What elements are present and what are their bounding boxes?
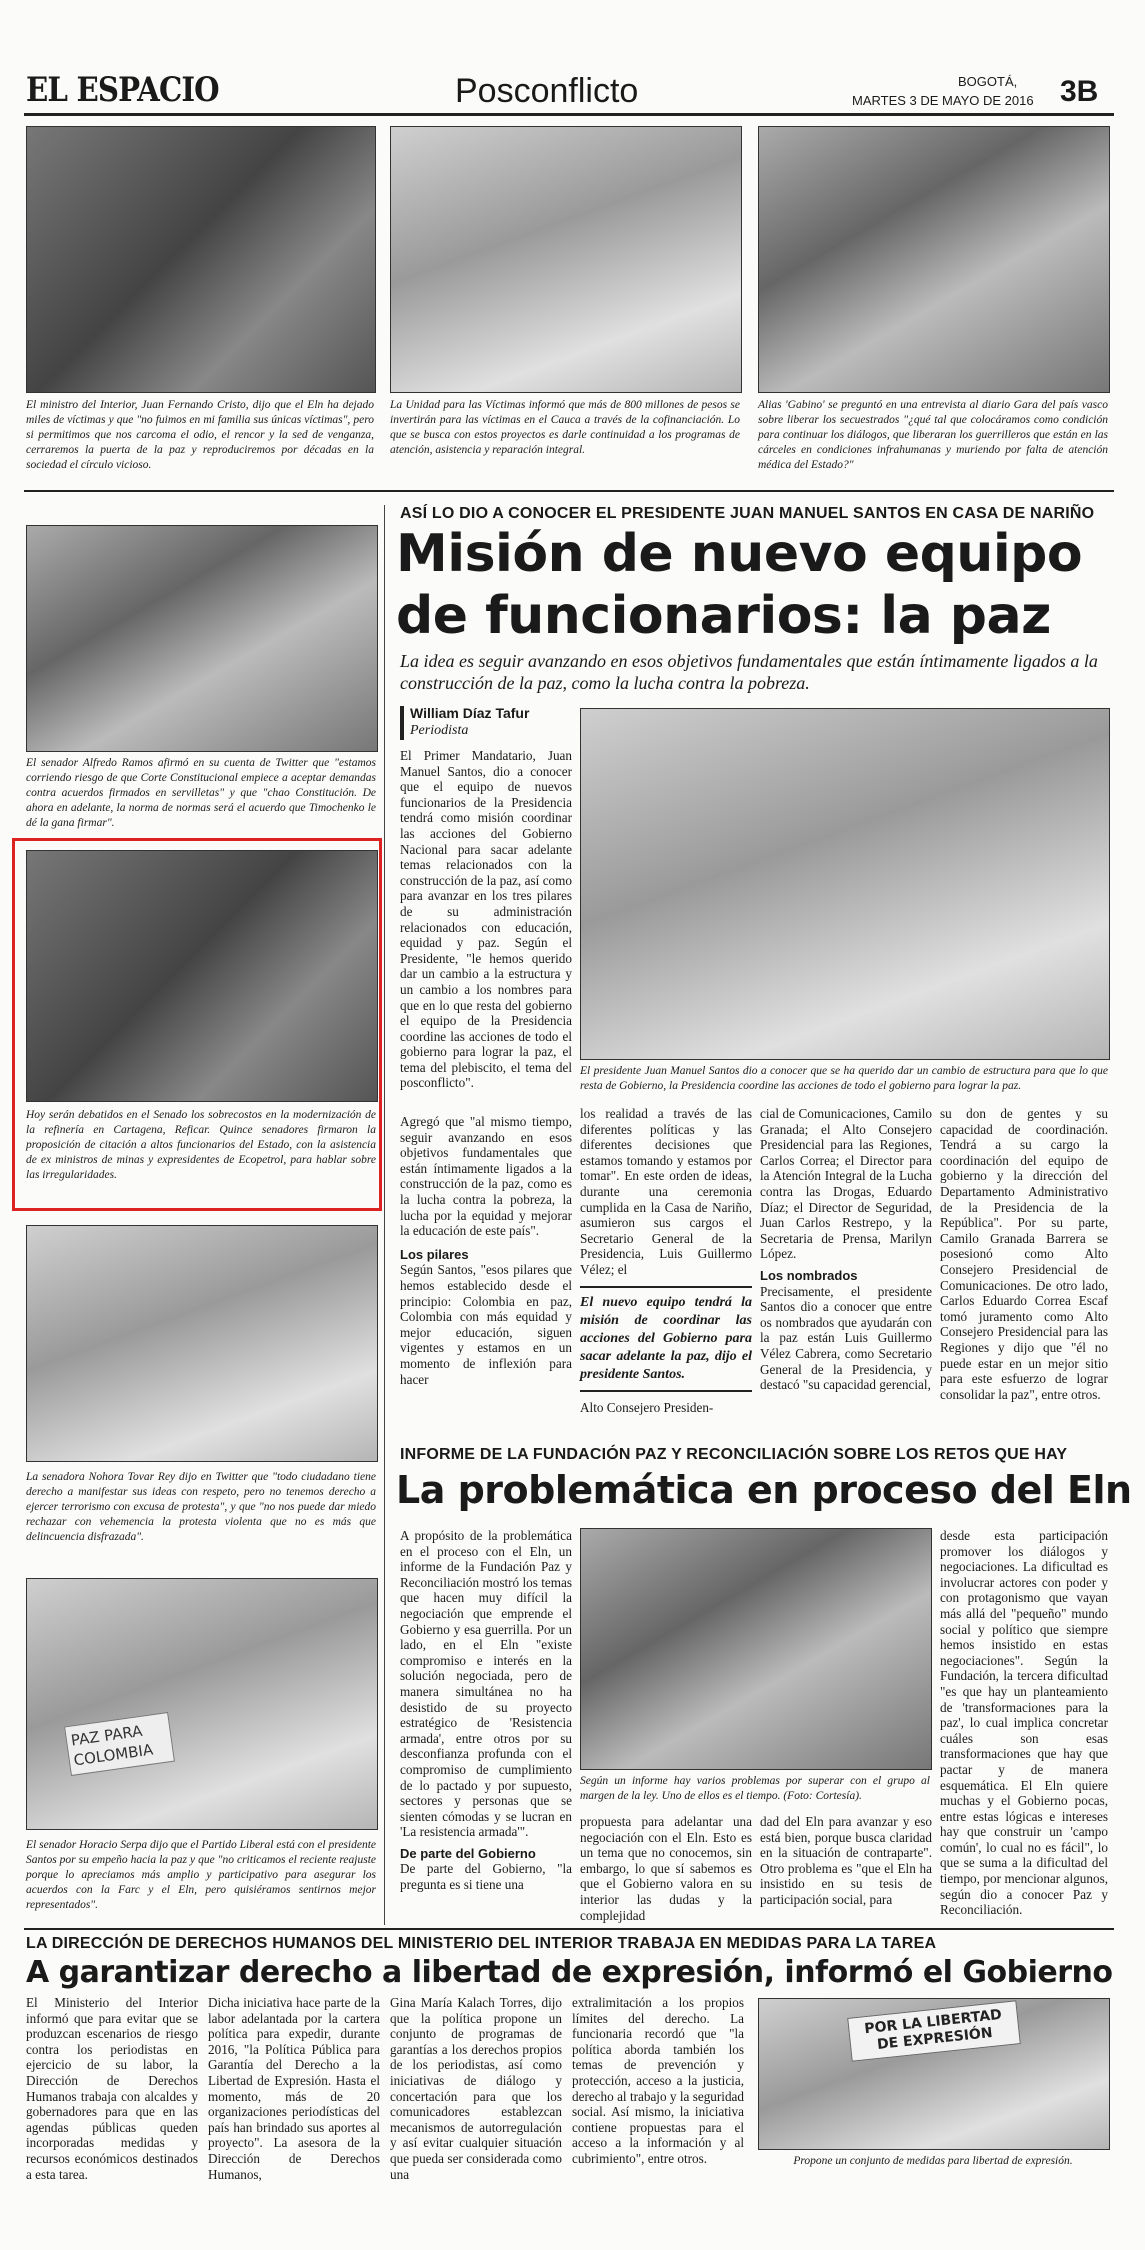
story1-col5: su don de gentes y su capacidad de coordinación. Tendrá a su cargo la coordinación del equipo de gobierno y la dirección del Departamento Administrativo de la Presidencia de la República". Por su parte, Camilo Granada Barrera se posesionó como Alto Consejero Presidencial de Comunicaciones. De otro lado, Carlos Eduardo Correa Escaf tomó juramento como Alto Consejero Presidencial para las Regiones y dijo que "él no puede estar en un mejor sitio para este esfuerzo de lograr consolidar la paz", entre otros. xyxy=(940,1106,1108,1402)
page-number: 3B xyxy=(1060,75,1099,108)
story1-sub-nombrados: Los nombrados xyxy=(760,1267,858,1283)
story2-col1b-text: De parte del Gobierno, "la pregunta es si tiene una xyxy=(400,1861,572,1893)
story1-byline-name: William Díaz Tafur xyxy=(410,705,530,721)
story1-byline-role: Periodista xyxy=(410,723,469,738)
photo-meeting-table xyxy=(390,126,742,393)
story1-col2a-text: Agregó que "al mismo tiempo, seguir avanzando en esos objetivos fundamentales que están íntimamente ligados a la construcción de la paz, como es la lucha contra la pobreza, la lucha por la equidad y mejorar la educación de este país". xyxy=(400,1114,572,1239)
story1-sub-pilares: Los pilares xyxy=(400,1246,469,1262)
story1-col3b-text: Alto Consejero Presiden- xyxy=(580,1399,714,1415)
story1-col3 xyxy=(580,1106,752,1415)
masthead-brand: EL ESPACIO xyxy=(26,70,219,110)
sidebar-caption-2: Hoy serán debatidos en el Senado los sobrecostos en la modernización de la refinería en Cartagena, Reficar. Quince senadores firmaron la proposición de citación a altos funcionarios del Estado, con la asistencia de ex ministros de minas y expresidentes de Ecopetrol, para hablar sobre las irregularidades. xyxy=(26,1109,376,1181)
photo-nohora-tovar xyxy=(26,1225,378,1462)
story2-col4: desde esta participación promover los diálogos y negociaciones. La dificultad es involucrar actores con poder y con protagonismo que vayan más allá del "pequeño" mundo social y político que siempre hemos insistido en estas negociaciones". Según la Fundación, la tercera dificultad "es que hay un planteamiento de 'transformaciones para la paz', lo cual implica concretar cuáles son esas transformaciones que hay que pactar y de manera esquemática. El Eln quiere muchas y el Gobierno pocas, entre estas lógicas e intereses hay que construir un 'campo común', lo cual no es fácil", lo que se suma a la dificultad del tiempo, por mencionar algunos, según dio a conocer Paz y Reconciliación. xyxy=(940,1528,1108,1918)
photo-hooded-guerrillas xyxy=(26,126,376,393)
story2-headline: La problemática en proceso del Eln xyxy=(396,1468,1132,1512)
sidebar-divider xyxy=(384,505,385,1925)
sign-paz-para-colombia: PAZ PARA COLOMBIA xyxy=(64,1712,175,1776)
section-title: Posconflicto xyxy=(455,72,639,110)
masthead-city: BOGOTÁ, xyxy=(958,74,1018,89)
story1-headline-line2: de funcionarios: la paz xyxy=(396,586,1051,646)
top-caption-2: La Unidad para las Víctimas informó que más de 800 millones de pesos se invertirán para las víctimas en el Cauca a través de la cofinanciación. Lo que se busca con estos proyectos es darle continuidad a los programas de atención, asistencia y reparación integral. xyxy=(390,399,740,456)
story3-photo-caption: Propone un conjunto de medidas para libertad de expresión. xyxy=(793,2155,1073,2167)
story1-col2a xyxy=(400,1114,572,1387)
photo-alias-gabino xyxy=(758,126,1110,393)
story2-col2: propuesta para adelantar una negociación con el Eln. Esto es un tema que no conocemos, sin embargo, lo que sí sabemos es que el Gobierno valora en su interior las dudas y la complejidad xyxy=(580,1814,752,1923)
story1-col4b-text: Precisamente, el presidente Santos dio a conocer que entre os nombrados que ayudarán con la paz están Luis Guillermo Vélez Cabrera, como Secretario General de la Presidencia, y destacó "su capacidad gerencial, xyxy=(760,1283,932,1393)
story1-kicker: ASÍ LO DIO A CONOCER EL PRESIDENTE JUAN MANUEL SANTOS EN CASA DE NARIÑO xyxy=(400,505,1095,522)
story1-col4a-text: cial de Comunicaciones, Camilo Granada; el Alto Consejero Presidencial para las Regiones, Carlos Correa; el Director para la Atención Integral de la Lucha contra las Drogas, Eduardo Díaz; el Director de Seguridad, Juan Carlos Restrepo, y la Secretaria de Prensa, Marilyn López. xyxy=(760,1106,932,1262)
story3-col2: Dicha iniciativa hace parte de la labor adelantada por la cartera política para expedir, durante 2016, "la Política Pública para Garantía del Derecho a la Libertad de Expresión. Hasta el momento, más de 20 organizaciones periodísticas del país han brindado sus aportes al proyecto". La asesora de la Dirección de Derechos Humanos, xyxy=(208,1995,380,2182)
top-caption-1: El ministro del Interior, Juan Fernando Cristo, dijo que el Eln ha dejado miles de víctimas y que "no fuimos en mi familia sus únicas víctimas", pero si permitimos que nos carcoma el odio, el rencor y la sed de venganza, cerraremos la puerta de la paz y reproduciremos por décadas en la sociedad el círculo vicioso. xyxy=(26,399,374,471)
story3-col3: Gina María Kalach Torres, dijo que la política propone un conjunto de programas de garantías a los derechos propios de los periodistas, así como iniciativas de diálogo y concertación para que los comunicadores establezcan mecanismos de autorregulación y así evitar cualquier situación que pueda ser considerada como una xyxy=(390,1995,562,2182)
photo-alfredo-ramos xyxy=(26,525,378,752)
photo-senate-chamber xyxy=(26,850,378,1102)
masthead-date: MARTES 3 DE MAYO DE 2016 xyxy=(852,93,1034,108)
photo-press-freedom-protest xyxy=(758,1998,1110,2150)
sign-libertad-expresion: POR LA LIBERTAD DE EXPRESIÓN xyxy=(847,2000,1021,2062)
sidebar-caption-3: La senadora Nohora Tovar Rey dijo en Twitter que "todo ciudadano tiene derecho a manifestar sus ideas con respeto, pero no tenemos derecho a ejercer terrorismo con excusa de protesta", y que "no nos puede dar miedo rechazar con vehemencia la protesta violenta que no es más que delincuencia disfrazada". xyxy=(26,1471,376,1543)
story2-kicker: INFORME DE LA FUNDACIÓN PAZ Y RECONCILIACIÓN SOBRE LOS RETOS QUE HAY xyxy=(400,1446,1068,1463)
top-section-rule xyxy=(24,490,1114,492)
bottom-section-rule xyxy=(24,1928,1114,1930)
story3-col4: extralimitación a los propios límites del derecho. La funcionaria recordó que "la política aborda también los temas de prevención y protección, acceso a la justicia, derecho al trabajo y la seguridad social. Así mismo, la iniciativa contiene propuestas para el acceso a la información y al cubrimiento", entre otros. xyxy=(572,1995,744,2166)
byline-bar xyxy=(400,706,404,740)
story3-col1: El Ministerio del Interior informó que para evitar que se produzcan escenarios de riesgo contra los periodistas en ejercicio de su labor, la Dirección de Derechos Humanos trabaja con alcaldes y gobernadores para que en las agendas públicas queden incorporadas medidas y recursos económicos destinados a esta tarea. xyxy=(26,1995,198,2182)
story1-col2b-text: Según Santos, "esos pilares que hemos establecido desde el principio: Colombia en paz, Colombia con más equidad y mejor educación, siguen vigentes y estamos en un momento de inflexión para hacer xyxy=(400,1262,572,1387)
story1-col4 xyxy=(760,1106,932,1393)
top-caption-3: Alias 'Gabino' se preguntó en una entrevista al diario Gara del país vasco sobre liberar los secuestrados "¿qué tal que colocáramos como condición para continuar los diálogos, que liberaran los guerrilleros que están en las cárceles en condiciones infrahumanas y muriendo por falta de atención médica del Estado?" xyxy=(758,399,1108,471)
photo-eln-fighters xyxy=(580,1528,932,1770)
story1-deck: La idea es seguir avanzando en esos objetivos fundamentales que están íntimamente ligados a la construcción de la paz, como la lucha contra la pobreza. xyxy=(400,651,1098,693)
story2-photo-caption: Según un informe hay varios problemas por superar con el grupo al margen de la ley. Uno de ellos es el tiempo. (Foto: Cortesía). xyxy=(580,1775,930,1802)
sidebar-caption-1: El senador Alfredo Ramos afirmó en su cuenta de Twitter que "estamos corriendo riesgo de que Corte Constitucional empiece a aceptar demandas contra acuerdos firmados en servilletas" y que "chao Constitución. De ahora en adelante, la norma de normas será el acuerdo que Timochenko le dé la gana firmar". xyxy=(26,757,376,829)
story3-kicker: LA DIRECCIÓN DE DERECHOS HUMANOS DEL MINISTERIO DEL INTERIOR TRABAJA EN MEDIDAS PARA LA TAREA xyxy=(26,1935,937,1952)
photo-santos-new-team xyxy=(580,708,1110,1060)
story3-headline: A garantizar derecho a libertad de expresión, informó el Gobierno xyxy=(26,1955,1113,1990)
masthead-rule xyxy=(24,113,1114,116)
story1-headline-line1: Misión de nuevo equipo xyxy=(396,524,1083,584)
story2-sub-gobierno: De parte del Gobierno xyxy=(400,1845,536,1861)
story1-col1: El Primer Mandatario, Juan Manuel Santos, dio a conocer que el equipo de nuevos funcionarios de la Presidencia tendrá como misión coordinar las acciones del Gobierno Nacional para sacar adelante temas relacionados con la construcción de la paz, así como para avanzar en los tres pilares de su administración relacionados con educación, equidad y paz. Según el Presidente, "le hemos querido dar un cambio a la estructura y un cambio a los nombres para que en lo que resta del gobierno el equipo de la Presidencia coordine las acciones de todo el gobierno para lograr la paz, el tema del plebiscito, el tema del posconflicto". xyxy=(400,748,572,1091)
story1-pull-quote: El nuevo equipo tendrá la misión de coordinar las acciones del Gobierno para sacar adelante la paz, dijo el presidente Santos. xyxy=(580,1286,752,1392)
story2-col3: dad del Eln para avanzar y eso está bien, porque busca claridad en la situación de contraparte". Otro problema es "que el Eln ha insistido en su tesis de participación social, para xyxy=(760,1814,932,1907)
story1-col3a-text: los realidad a través de las diferentes políticas y las diferentes decisiones que estamos tomando y estamos por tomar". En este orden de ideas, durante una ceremonia cumplida en la Casa de Nariño, asumieron sus cargos el Secretario General de la Presidencia, Luis Guillermo Vélez; el xyxy=(580,1106,752,1277)
photo-peace-march xyxy=(26,1578,378,1830)
story1-photo-caption: El presidente Juan Manuel Santos dio a conocer que se ha querido dar un cambio de estructura para que lo que resta de Gobierno, la Presidencia coordine las acciones de todo el gobierno para lograr la paz. xyxy=(580,1065,1108,1092)
sidebar-caption-4: El senador Horacio Serpa dijo que el Partido Liberal está con el presidente Santos por su empeño hacia la paz y que "no criticamos el reciente reajuste porque lo apreciamos más amplio y participativo para asegurar los acuerdos con la Farc y el Eln, pero quisiéramos sentirnos mejor representados". xyxy=(26,1839,376,1911)
story2-col1-text: A propósito de la problemática en el proceso con el Eln, un informe de la Fundación Paz y Reconciliación mostró los temas que hacen muy difícil la negociación que emprende el Gobierno y esa guerrilla. Por un lado, en el Eln "existe compromiso e interés en la solución negociada, pero de manera simultánea no ha desistido de su proyecto estratégico de 'Resistencia armada', entre otros por su desconfianza profunda con el compromiso de cumplimiento de lo pactado y por supuesto, sectores y personas que se sienten cómodas y se lucran en 'La resistencia armada'". xyxy=(400,1528,572,1840)
story2-col1 xyxy=(400,1528,572,1893)
